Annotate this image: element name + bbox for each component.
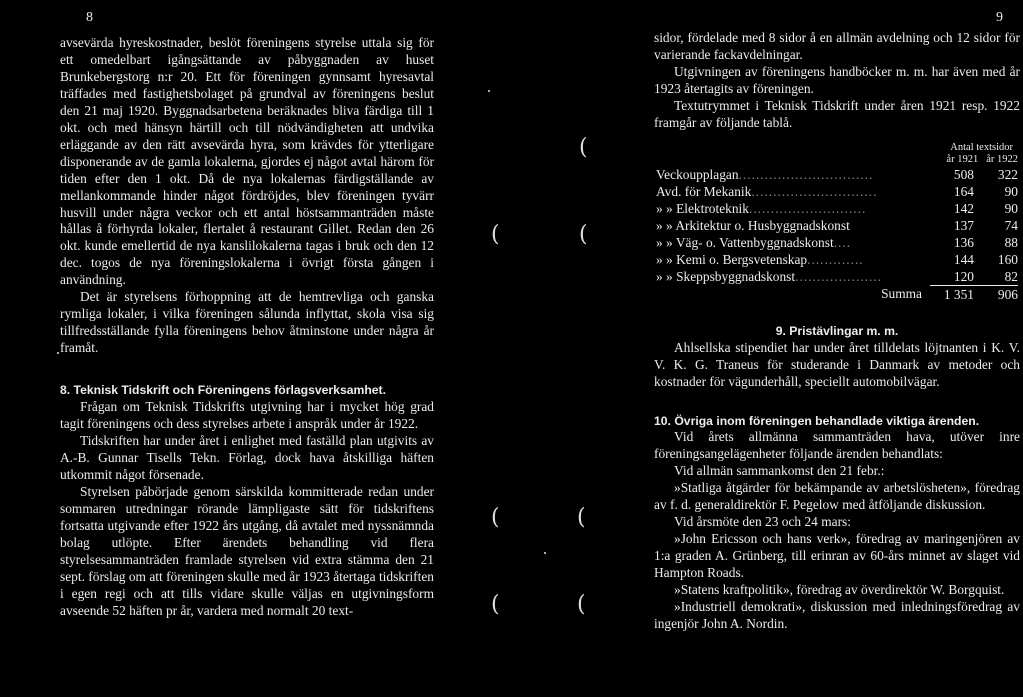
binding-mark: ( (491, 505, 500, 530)
table-row (656, 166, 1018, 183)
binding-mark: ( (491, 222, 500, 247)
cell-1921: 508 (953, 166, 974, 182)
table-row (656, 183, 1018, 200)
paragraph: avsevärda hyreskostnader, beslöt föreningens styrelse uttala sig för ett omedelbart igångsättande av påbyggnaden av huset Brunkebergstorg n:r 20. Ett för föreningen gynnsamt hyresavtal träffades med fastighetsbolaget på grundval av föreningens beslut den 21 maj 1920. Byggnadsarbetena beräknades bliva färdiga till 1 okt. och med hänsyn härtill och till nödvändigheten att undvika erläggande av den rätt avsevärda hyra, som krävdes för ytterligare disponerande av de gamla lokalerna, gjordes ej något avtal härom för tiden efter den 1 okt. Då de nya lokalernas färdigställande av mellankommande hinder något fördröjdes, blev föreningen tyvärr husvill under några veckor och ett antal höstsammanträden måste hållas å förhyrda lokaler, flertalet å restaurant Gillet. Redan den 26 okt. kunde emellertid de nya kanslilokalerna tagas i bruk och den 12 dec. togos de nya föreningslokalerna i övrigt första gången i användning. (60, 35, 434, 288)
cell-1921: 164 (953, 183, 974, 199)
cell-1922: 90 (1004, 183, 1018, 199)
sum-label: Summa (881, 286, 922, 302)
cell-1921: 137 (953, 217, 974, 233)
paragraph: »Industriell demokrati», diskussion med inledningsföredrag av ingenjör John A. Nordin. (654, 599, 1020, 631)
paragraph: Det är styrelsens förhoppning att de hemtrevliga och ganska rymliga lokaler, i vilka föreningen sålunda inflyttat, skola visa sig tillfredsställande fylla föreningens behov åtminstone under några år framåt. (60, 289, 434, 356)
cell-1922: 322 (997, 166, 1018, 182)
leader-dots: ............. (807, 251, 864, 267)
paragraph: Textutrymmet i Teknisk Tidskrift under åren 1921 resp. 1922 framgår av följande tablå. (654, 97, 1020, 130)
table-row (656, 251, 1018, 268)
cell-1921: 120 (953, 268, 974, 284)
speck (544, 552, 546, 554)
table-row (656, 234, 1018, 251)
leader-dots: ............................... (738, 166, 874, 182)
section-heading-10: 10. Övriga inom föreningen behandlade viktiga ärenden. (654, 413, 980, 428)
row-label: » » Arkitektur o. Husbyggnadskonst (656, 217, 850, 233)
section-heading-8: 8. Teknisk Tidskrift och Föreningens förlagsverksamhet. (60, 383, 387, 398)
table-row (656, 200, 1018, 217)
paragraph: sidor, fördelade med 8 sidor å en allmän avdelning och 12 sidor för varierande fackavdelningar. (654, 30, 1020, 62)
paragraph: Tidskriften har under året i enlighet med faställd plan utgivits av A.-B. Gunnar Tisells Tekn. Förlag, dock hava åtskilliga häften utkommit något försenade. (60, 432, 434, 482)
table (656, 166, 1018, 303)
paragraph: Ahlsellska stipendiet har under året tilldelats löjtnanten i K. V. V. K. G. Traneus för studerande i Danmark av metoder och kostnader för vägunderhåll, speciellt automobilvägar. (654, 339, 1020, 389)
row-label: Veckoupplagan (656, 166, 739, 182)
speck (488, 90, 490, 92)
cell-1922: 90 (1004, 200, 1018, 216)
binding-mark: ( (577, 592, 586, 617)
binding-mark: ( (577, 505, 586, 530)
row-label: » » Skeppsbyggnadskonst (656, 268, 796, 284)
binding-mark: ( (579, 222, 588, 247)
paragraph: Vid allmän sammankomst den 21 febr.: (674, 463, 885, 479)
sum-1922: 906 (974, 285, 1018, 303)
section-heading-9: 9. Pristävlingar m. m. (775, 323, 899, 338)
table-row (656, 268, 1018, 286)
table-header-top: Antal textsidor (950, 141, 1013, 153)
table-row (656, 217, 1018, 234)
cell-1922: 160 (997, 251, 1018, 267)
paragraph: »Statliga åtgärder för bekämpande av arbetslösheten», föredrag av f. d. generaldirektör F. Pegelow med åtföljande diskussion. (654, 480, 1020, 513)
paragraph: »Statens kraftpolitik», föredrag av överdirektör W. Borgquist. (674, 582, 1005, 598)
paragraph: Styrelsen påbörjade genom särskilda kommitterade redan under sommaren utredningar rörande lämpligaste sätt för tidskriftens fortsatta utgivande efter 1922 års utgång, då avtalet med nyssnämnda bolag utlöpte. Efter ärendets behandling vid flera styrelsesammanträden framlade styrelsen vid extra stämma den 21 sept. förslag om att föreningen skulle med år 1923 återtaga tidskriften i egen regi och att tills vidare skulle väljas en utgivningsform avseende 52 häften pr år, vardera med normalt 20 text- (60, 483, 434, 618)
paragraph: Vid årsmöte den 23 och 24 mars: (674, 514, 851, 530)
page-number-right: 9 (996, 10, 1003, 25)
binding-mark: ( (579, 135, 588, 160)
table-sum-row (656, 285, 1018, 303)
paragraph: Utgivningen av föreningens handböcker m. m. har även med år 1923 återtagits av föreningen. (654, 63, 1020, 96)
right-column (654, 30, 1020, 633)
cell-1922: 74 (1004, 217, 1018, 233)
row-label: » » Väg- o. Vattenbyggnadskonst (656, 234, 834, 250)
left-column (60, 35, 434, 619)
row-label: » » Kemi o. Bergsvetenskap (656, 251, 808, 267)
leader-dots: ........................... (748, 200, 867, 216)
table-header-col1: år 1921 (946, 153, 979, 165)
speck (57, 352, 59, 354)
leader-dots: ............................. (751, 183, 878, 199)
sum-1921: 1 351 (930, 285, 974, 303)
row-label: Avd. för Mekanik (656, 183, 752, 199)
cell-1921: 142 (953, 200, 974, 216)
cell-1921: 144 (953, 251, 974, 267)
page-number-left: 8 (86, 10, 93, 25)
binding-mark: ( (491, 592, 500, 617)
text-pages-table (656, 142, 1018, 303)
cell-1922: 82 (1004, 268, 1018, 284)
cell-1921: 136 (953, 234, 974, 250)
paragraph: »John Ericsson och hans verk», föredrag av maringenjören av 1:a graden A. Grünberg, till erinran av 60-års minnet av slaget vid Hampton Roads. (654, 531, 1020, 581)
paragraph: Vid årets allmänna sammanträden hava, utöver inre föreningsangelägenheter följande ärenden behandlats: (654, 429, 1020, 462)
row-label: » » Elektroteknik (656, 200, 749, 216)
paragraph: Frågan om Teknisk Tidskrifts utgivning har i mycket hög grad tagit föreningens och dess styrelses arbete i anspråk under år 1922. (60, 399, 434, 432)
cell-1922: 88 (1004, 234, 1018, 250)
leader-dots: .... (833, 234, 852, 250)
table-header-col2: år 1922 (986, 153, 1018, 165)
leader-dots: .................... (795, 268, 883, 284)
